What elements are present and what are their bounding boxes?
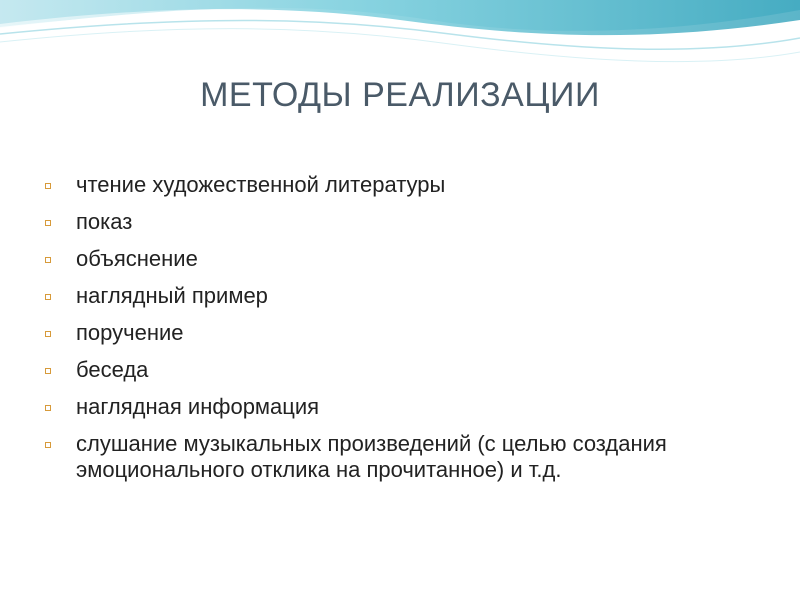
list-item	[44, 172, 764, 198]
list-item	[44, 357, 764, 383]
list-item-text: объяснение	[76, 246, 198, 271]
list-item-text: беседа	[76, 357, 149, 382]
hollow-square-icon	[45, 183, 51, 189]
hollow-square-icon	[45, 331, 51, 337]
list-item	[44, 394, 764, 420]
list-item	[44, 209, 764, 235]
list-item-text: показ	[76, 209, 133, 234]
list-item-text: чтение художественной литературы	[76, 172, 446, 197]
list-item	[44, 283, 764, 309]
list-item-text: наглядный пример	[76, 283, 268, 308]
list-item-text: слушание музыкальных произведений (с целью создания эмоционального отклика на прочитанное) и т.д.	[76, 431, 667, 482]
list-item	[44, 431, 764, 483]
hollow-square-icon	[45, 368, 51, 374]
hollow-square-icon	[45, 220, 51, 226]
hollow-square-icon	[45, 442, 51, 448]
hollow-square-icon	[45, 405, 51, 411]
hollow-square-icon	[45, 294, 51, 300]
hollow-square-icon	[45, 257, 51, 263]
list-item-text: наглядная информация	[76, 394, 320, 419]
list-item	[44, 246, 764, 272]
list-item	[44, 320, 764, 346]
slide-title: МЕТОДЫ РЕАЛИЗАЦИИ	[200, 76, 600, 114]
list-item-text: поручение	[76, 320, 184, 345]
methods-list	[44, 172, 764, 494]
